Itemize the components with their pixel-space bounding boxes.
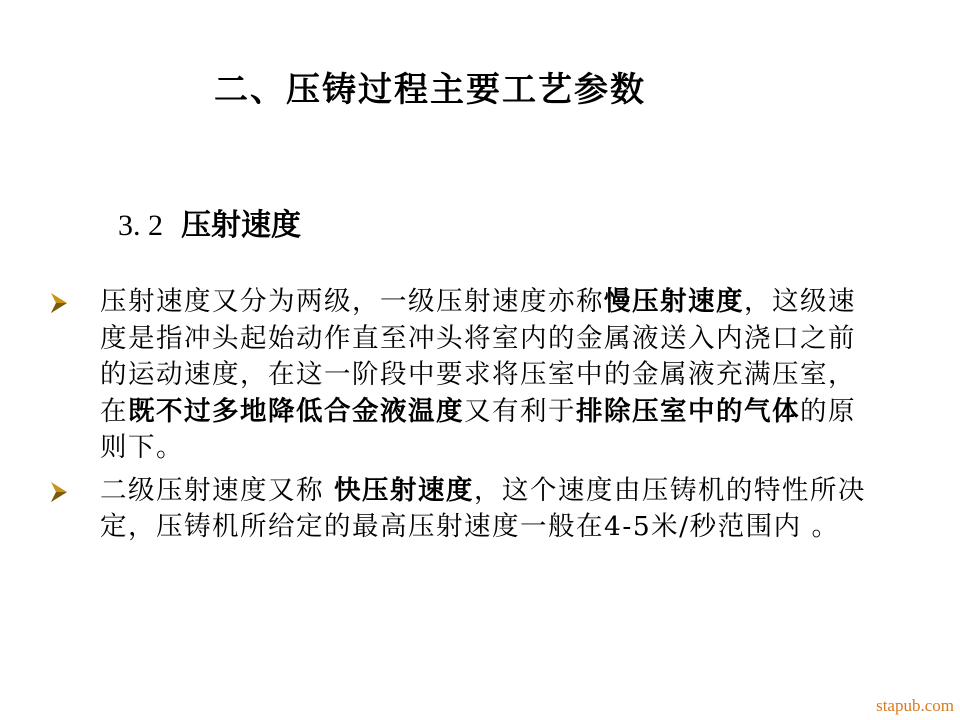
bold-term: 快压射速度	[333, 474, 474, 506]
bullet-text: 的原则下。	[100, 395, 856, 463]
section-title: 压射速度	[181, 208, 301, 243]
bold-term: 慢压射速度	[604, 286, 744, 317]
bullet-text: 压射速度又分为两级，一级压射速度亦称	[100, 286, 604, 317]
bullet-item-slow-speed	[50, 284, 880, 467]
section-heading	[118, 200, 301, 244]
bullet-list	[50, 284, 880, 552]
bullet-text: ，这个速度由压铸机的特性所决定，压铸机所给定的最高压射速度一般在4-5米/秒范围内 。	[100, 474, 866, 542]
section-number: 3. 2	[118, 209, 163, 242]
bold-term: 排除压室中的气体	[576, 395, 800, 427]
bold-term: 既不过多地降低合金液温度	[128, 395, 464, 427]
bullet-item-fast-speed	[50, 473, 880, 546]
arrow-bullet-icon	[50, 292, 68, 314]
bullet-text: ，这级速度是指冲头起始动作直至冲头将室内的金属液送入内浇口之前的运动速度，在这一阶段中要求将压室中的金属液充满压室，在	[100, 286, 856, 427]
bullet-text: 又有利于	[464, 395, 576, 427]
slide-title: 二、压铸过程主要工艺参数	[214, 70, 646, 110]
watermark: stapub.com	[876, 696, 954, 715]
bullet-text: 二级压射速度又称	[100, 474, 334, 506]
arrow-bullet-icon	[50, 481, 68, 503]
